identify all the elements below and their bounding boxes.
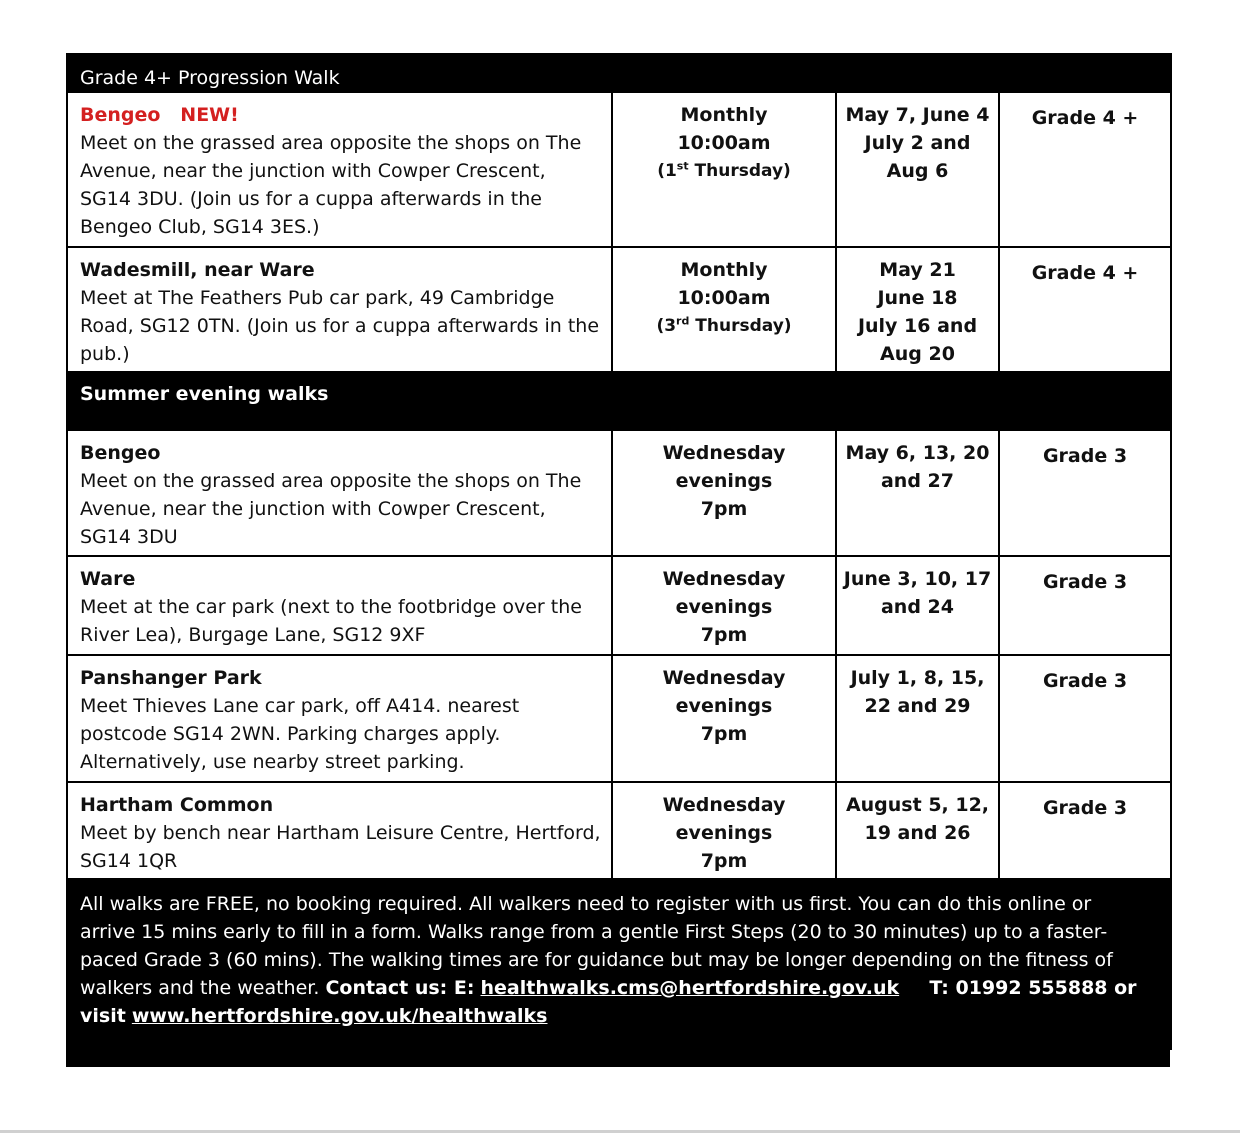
date-line: Aug 6 [886, 160, 949, 182]
date-line: May 6, 13, 20 [845, 442, 990, 464]
location-cell [67, 247, 612, 372]
grade-cell: Grade 4 + [999, 92, 1171, 247]
location-cell [67, 556, 612, 655]
date-line: June 18 [877, 287, 958, 309]
date-line: Aug 20 [880, 343, 955, 365]
date-line: June 3, 10, 17 [843, 568, 992, 590]
date-line: May 21 [879, 259, 956, 281]
visit-label: visit [80, 1005, 126, 1027]
start-time: 10:00am [677, 132, 771, 154]
grade-cell: Grade 3 [999, 556, 1171, 655]
footer-cell [67, 879, 1171, 1049]
start-time: 7pm [700, 498, 748, 520]
table-row [67, 782, 1171, 879]
location-name: Bengeo [80, 442, 161, 464]
start-time: 7pm [700, 723, 748, 745]
location-name: Bengeo [80, 104, 161, 126]
location-name: Panshanger Park [80, 667, 262, 689]
section-header-progression-text: Grade 4+ Progression Walk [67, 54, 1171, 92]
date-line: July 16 and [857, 315, 978, 337]
dates-cell [836, 92, 999, 247]
start-time: 10:00am [677, 287, 771, 309]
frequency-label: Monthly [680, 259, 768, 281]
section-header-progression [67, 54, 1171, 92]
walks-table [66, 53, 1172, 1050]
grade-cell: Grade 3 [999, 655, 1171, 782]
grade-cell: Grade 4 + [999, 247, 1171, 372]
frequency-cell [612, 430, 836, 556]
frequency-detail: evenings [675, 470, 773, 492]
frequency-label: Wednesday [662, 568, 786, 590]
frequency-cell [612, 92, 836, 247]
location-name: Wadesmill, near Ware [80, 259, 315, 281]
table-row [67, 430, 1171, 556]
location-description: Meet at the car park (next to the footbridge over the River Lea), Burgage Lane, SG12 9XF [80, 596, 582, 646]
footer-row [67, 879, 1171, 1049]
frequency-cell [612, 655, 836, 782]
date-line: 22 and 29 [864, 695, 971, 717]
location-description: Meet at The Feathers Pub car park, 49 Cambridge Road, SG12 0TN. (Join us for a cuppa afterwards in the pub.) [80, 287, 600, 365]
location-description: Meet on the grassed area opposite the shops on The Avenue, near the junction with Cowper Crescent, SG14 3DU. (Join us for a cuppa afterwards in the Bengeo Club, SG14 3ES.) [80, 132, 582, 238]
frequency-cell [612, 782, 836, 879]
date-line: and 24 [880, 596, 954, 618]
phone-text: T: 01992 555888 or [929, 977, 1137, 999]
table-row [67, 92, 1171, 247]
frequency-detail: evenings [675, 822, 773, 844]
frequency-cell [612, 247, 836, 372]
start-time: 7pm [700, 850, 748, 872]
table-row [67, 655, 1171, 782]
website-link[interactable]: www.hertfordshire.gov.uk/healthwalks [131, 1005, 548, 1027]
frequency-label: Wednesday [662, 667, 786, 689]
grade-cell: Grade 3 [999, 430, 1171, 556]
frequency-detail: evenings [675, 596, 773, 618]
location-cell [67, 92, 612, 247]
frequency-detail: evenings [675, 695, 773, 717]
date-line: July 2 and [864, 132, 971, 154]
table-row [67, 247, 1171, 372]
date-line: 19 and 26 [864, 822, 971, 844]
new-badge: NEW! [180, 104, 239, 126]
frequency-label: Wednesday [662, 442, 786, 464]
start-time: 7pm [700, 624, 748, 646]
footer-info-text: All walks are FREE, no booking required. All walkers need to register with us first. You can do this online or arrive 15 mins early to fill in a form. Walks range from a gentle First Steps (20 to 30 minutes) up to a faster-paced Grade 3 (60 mins). The walking times are for guidance but may be longer depending on the fitness of walkers and the weather. [80, 893, 1113, 999]
dates-cell [836, 655, 999, 782]
location-description: Meet on the grassed area opposite the shops on The Avenue, near the junction with Cowper Crescent, SG14 3DU [80, 470, 582, 548]
section-header-summer [67, 372, 1171, 430]
date-line: and 27 [880, 470, 954, 492]
contact-label: Contact us: E: [325, 977, 475, 999]
location-description: Meet by bench near Hartham Leisure Centre, Hertford, SG14 1QR [80, 822, 601, 872]
frequency-label: Monthly [680, 104, 768, 126]
section-header-summer-text: Summer evening walks [67, 372, 1171, 430]
dates-cell [836, 782, 999, 879]
date-line: July 1, 8, 15, [850, 667, 985, 689]
location-cell [67, 655, 612, 782]
dates-cell [836, 556, 999, 655]
table-row [67, 556, 1171, 655]
date-line: August 5, 12, [845, 794, 990, 816]
grade-cell: Grade 3 [999, 782, 1171, 879]
dates-cell [836, 247, 999, 372]
location-name: Hartham Common [80, 794, 274, 816]
frequency-cell [612, 556, 836, 655]
date-line: May 7, June 4 [845, 104, 990, 126]
location-cell [67, 782, 612, 879]
location-cell [67, 430, 612, 556]
week-of-month: (3rd Thursday) [656, 314, 792, 336]
frequency-label: Wednesday [662, 794, 786, 816]
location-name: Ware [80, 568, 136, 590]
location-description: Meet Thieves Lane car park, off A414. nearest postcode SG14 2WN. Parking charges apply. Alternatively, use nearby street parking. [80, 695, 520, 773]
dates-cell [836, 430, 999, 556]
week-of-month: (1st Thursday) [657, 159, 791, 181]
email-link[interactable]: healthwalks.cms@hertfordshire.gov.uk [480, 977, 900, 999]
